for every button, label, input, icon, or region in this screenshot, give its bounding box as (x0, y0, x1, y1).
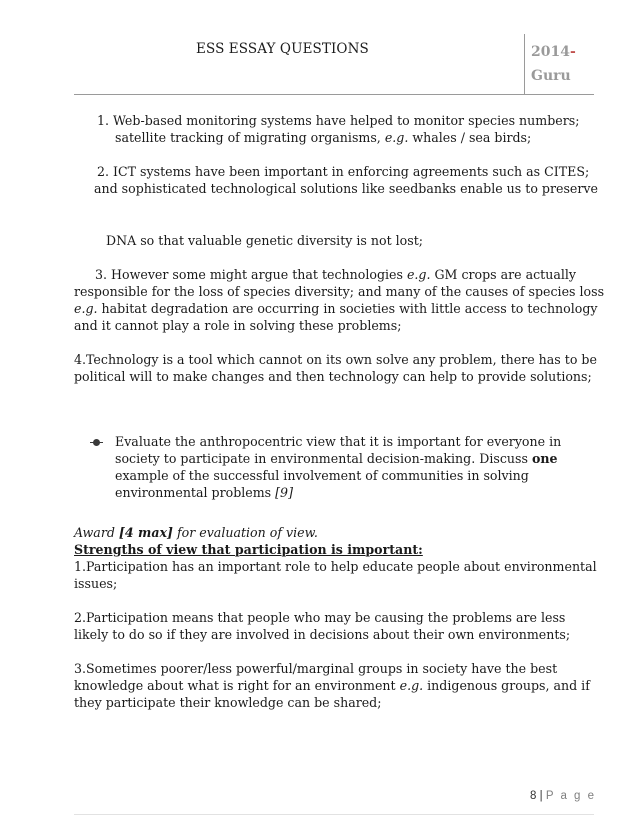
item3-eg-1: e.g. (406, 267, 431, 282)
footer-separator: | (539, 790, 543, 802)
header-year-text: 2014 (531, 44, 570, 60)
item2-line1: 2. ICT systems have been important in enforcing agreements such as CITES; (97, 164, 590, 179)
item3-eg-2: e.g. (74, 301, 98, 316)
item1-line2-end: whales / sea birds; (408, 130, 532, 145)
item1-line2-text: satellite tracking of migrating organisms, (115, 130, 385, 145)
question-line4-text: environmental problems (115, 485, 276, 500)
item2-line2: and sophisticated technological solutions like seedbanks enable us to preserve (94, 181, 598, 196)
item3-line4: and it cannot play a role in solving these problems; (74, 318, 402, 333)
point3-line2 (74, 677, 590, 694)
award-line (74, 524, 318, 541)
point3-line2-end: indigenous groups, and if (423, 678, 590, 693)
award-text: Award (74, 525, 119, 540)
question-emphasis: one (531, 451, 558, 466)
point1-line1: 1.Participation has an important role to help educate people about environmental (74, 559, 597, 574)
item3-line2: responsible for the loss of species diversity; and many of the causes of species loss (74, 284, 605, 299)
question-line1: Evaluate the anthropocentric view that it is important for everyone in (115, 434, 562, 449)
item2-line3: DNA so that valuable genetic diversity is not lost; (106, 233, 424, 248)
point2-line1: 2.Participation means that people who may be causing the problems are less (74, 610, 566, 625)
header-author: Guru (531, 68, 571, 84)
question-line4 (115, 484, 293, 501)
header-dash: - (569, 44, 576, 60)
point3-line3: they participate their knowledge can be shared; (74, 695, 382, 710)
page-label: P a g e (545, 790, 597, 802)
header-year (531, 42, 576, 62)
bullet-icon (93, 439, 100, 446)
item3-line1-end: GM crops are actually (430, 267, 577, 282)
point3-line1: 3.Sometimes poorer/less powerful/marginal groups in society have the best (74, 661, 558, 676)
item3-line3-text: habitat degradation are occurring in societies with little access to technology (97, 301, 598, 316)
award-text-end: for evaluation of view. (172, 525, 318, 540)
item1-line2 (115, 129, 531, 146)
item3-line3 (74, 300, 598, 317)
point2-line2: likely to do so if they are involved in decisions about their own environments; (74, 627, 571, 642)
footer-rule (74, 814, 594, 815)
page-footer (530, 790, 596, 802)
header-rule (74, 94, 594, 95)
point1-line2: issues; (74, 576, 118, 591)
item1-line1: 1. Web-based monitoring systems have helped to monitor species numbers; (97, 113, 580, 128)
item1-eg: e.g. (384, 130, 409, 145)
point3-line2-text: knowledge about what is right for an environment (74, 678, 400, 693)
point3-eg: e.g. (399, 678, 424, 693)
question-line2-text: society to participate in environmental decision-making. Discuss (115, 451, 532, 466)
item3-line1-text: 3. However some might argue that technologies (95, 267, 407, 282)
item4-line2: political will to make changes and then technology can help to provide solutions; (74, 369, 592, 384)
item4-line1: 4.Technology is a tool which cannot on its own solve any problem, there has to be (74, 352, 597, 367)
award-max: [4 max] (118, 525, 173, 540)
strengths-heading: Strengths of view that participation is important: (74, 542, 423, 557)
page-number: 8 (530, 790, 537, 802)
item3-line1 (95, 266, 576, 283)
header-title: ESS ESSAY QUESTIONS (196, 41, 369, 57)
question-line2 (115, 450, 558, 467)
question-line3: example of the successful involvement of communities in solving (115, 468, 529, 483)
question-marks: [9] (275, 485, 293, 500)
